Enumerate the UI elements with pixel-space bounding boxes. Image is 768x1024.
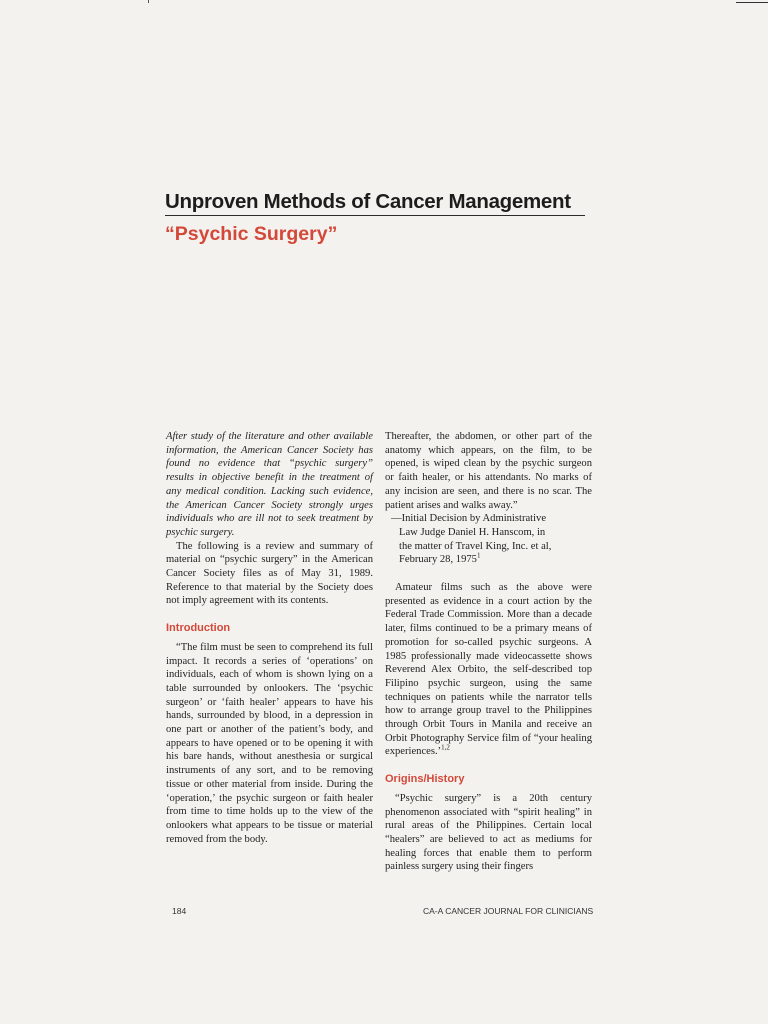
footnote-ref: 1 bbox=[476, 551, 481, 560]
scan-edge-mark bbox=[736, 2, 768, 3]
article-subtitle: “Psychic Surgery” bbox=[165, 223, 338, 245]
citation-line: —Initial Decision by Administrative bbox=[391, 513, 547, 525]
article-title: Unproven Methods of Cancer Management bbox=[165, 190, 571, 213]
journal-name: CA-A CANCER JOURNAL FOR CLINICIANS bbox=[423, 906, 594, 916]
review-paragraph: The following is a review and summary of material on “psychic surgery” in the American Cancer Society files as of May 31, 1989. Reference to that material by the Society does not imply agreement with its contents. bbox=[166, 540, 373, 607]
citation-line: Law Judge Daniel H. Hanscom, in bbox=[399, 526, 546, 538]
section-heading-origins: Origins/History bbox=[385, 773, 465, 786]
title-divider bbox=[165, 215, 585, 216]
origins-paragraph: “Psychic surgery” is a 20th century phenomenon associated with “spirit healing” in rural areas of the Philippines. Certain local “healers” are believed to act as mediums for healing forces that enable them to perform painless surgery using their fingers bbox=[385, 792, 592, 873]
citation-date bbox=[385, 553, 592, 567]
amateur-films-paragraph bbox=[385, 581, 592, 759]
page-number: 184 bbox=[172, 906, 187, 916]
citation-date-text: February 28, 1975 bbox=[399, 554, 477, 566]
abstract-paragraph: After study of the literature and other available information, the American Cancer Society has found no evidence that “psychic surgery” results in objective benefit in the treatment of any medical condition. Lacking such evidence, the American Cancer Society strongly urges individuals who are ill not to seek treatment by psychic surgery. bbox=[166, 431, 373, 538]
citation-line: the matter of Travel King, Inc. et al, bbox=[399, 540, 552, 552]
quote-continued-paragraph: Thereafter, the abdomen, or other part of the anatomy which appears, on the film, to be opened, is wiped clean by the psychic surgeon or faith healer, or his attendants. No marks of any incision are seen, and there is no scar. The patient arises and walks away.” bbox=[385, 431, 592, 511]
amateur-films-text: Amateur films such as the above were presented as evidence in a court action by the Federal Trade Commission. More than a decade later, films continued to be a primary means of promotion for so-called psychic surgeons. A 1985 professionally made videocassette shows Reverend Alex Orbito, the self-described top Filipino psychic surgeon, using the same techniques on patients while the narrator tells how to arrange group travel to the Philippines through Orbit Tours in Manila and receive an Orbit Photography Service film of “your healing experiences.’ bbox=[385, 582, 592, 758]
left-column bbox=[166, 430, 373, 846]
right-column bbox=[385, 430, 592, 874]
footnote-ref: 1,2 bbox=[441, 743, 450, 752]
section-heading-introduction: Introduction bbox=[166, 622, 231, 635]
intro-quote-paragraph: “The film must be seen to comprehend its full impact. It records a series of ‘operations’ on individuals, each of whom is shown lying on a table surrounded by onlookers. The ‘psychic surgeon’ or ‘faith healer’ appears to have his hands, surrounded by blood, in a depression in one part or another of the patient’s body, and appears to have opened or to be opening it with his bare hands, without anesthesia or surgical instruments of any sort, and to be removing tissue or other material from inside. During the ‘operation,’ the psychic surgeon or faith healer from time to time holds up to the view of the onlookers what appears to be tissue or material removed from the body. bbox=[166, 641, 373, 845]
scan-edge-mark bbox=[148, 0, 149, 3]
